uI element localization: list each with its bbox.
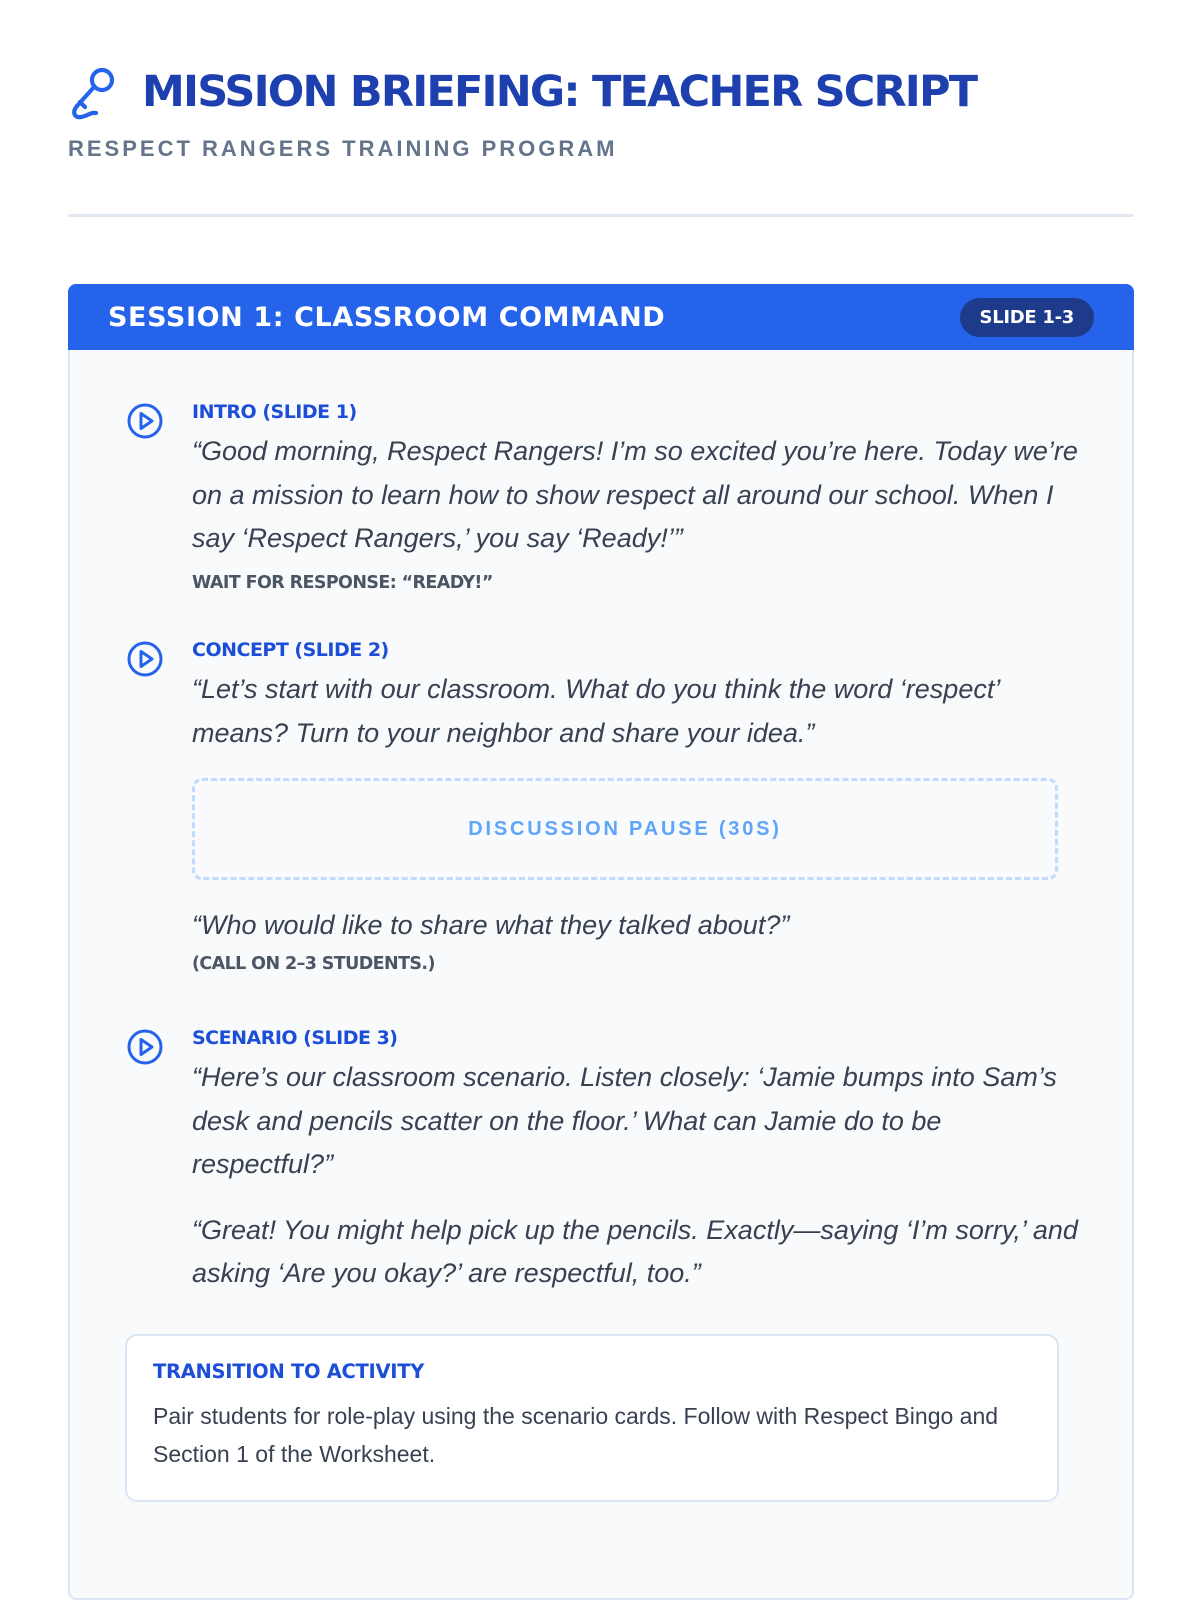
script-quote: “Here’s our classroom scenario. Listen closely: ‘Jamie bumps into Sam’s desk and pencils scatter on the floor.’ What can Jamie do to be respectful?” bbox=[192, 1062, 1057, 1179]
script-quote: “Good morning, Respect Rangers! I’m so excited you’re here. Today we’re on a mission to learn how to show respect all around our school. When I say ‘Respect Rangers,’ you say ‘Ready!’” bbox=[192, 436, 1078, 553]
script-quote-followup: “Who would like to share what they talked about?” bbox=[192, 910, 790, 940]
section-scenario-body bbox=[192, 1024, 1082, 1296]
session-header bbox=[68, 284, 1134, 350]
page-header bbox=[68, 62, 1132, 162]
pause-label: DISCUSSION PAUSE (30S) bbox=[468, 817, 782, 840]
page-subtitle: RESPECT RANGERS TRAINING PROGRAM bbox=[68, 136, 618, 161]
section-concept bbox=[126, 636, 1086, 986]
page-title: MISSION BRIEFING: TEACHER SCRIPT bbox=[142, 67, 977, 117]
transition-label: TRANSITION TO ACTIVITY bbox=[153, 1360, 425, 1383]
title-row bbox=[68, 62, 1132, 122]
transition-text: Pair students for role-play using the scenario cards. Follow with Respect Bingo and Section 1 of the Worksheet. bbox=[153, 1403, 999, 1467]
section-intro bbox=[126, 398, 1086, 598]
stage-cue: WAIT FOR RESPONSE: “READY!” bbox=[192, 572, 493, 593]
header-divider bbox=[68, 214, 1134, 217]
section-label: CONCEPT (SLIDE 2) bbox=[192, 639, 389, 661]
discussion-pause-box bbox=[192, 778, 1058, 880]
section-scenario bbox=[126, 1024, 1086, 1304]
section-concept-body bbox=[192, 636, 1082, 986]
section-label: SCENARIO (SLIDE 3) bbox=[192, 1027, 398, 1049]
session-card bbox=[68, 284, 1134, 1600]
session-title: SESSION 1: CLASSROOM COMMAND bbox=[108, 301, 666, 333]
section-intro-body bbox=[192, 398, 1082, 593]
script-quote: “Let’s start with our classroom. What do you think the word ‘respect’ means? Turn to your neighbor and share your idea.” bbox=[192, 674, 999, 748]
microphone-icon bbox=[68, 62, 120, 122]
stage-cue: (CALL ON 2–3 STUDENTS.) bbox=[192, 954, 435, 974]
play-circle-icon[interactable] bbox=[126, 640, 164, 678]
script-quote-followup: “Great! You might help pick up the pencils. Exactly—saying ‘I’m sorry,’ and asking ‘Are you okay?’ are respectful, too.” bbox=[192, 1214, 1078, 1288]
play-circle-icon[interactable] bbox=[126, 1028, 164, 1066]
slide-badge: SLIDE 1-3 bbox=[960, 298, 1094, 337]
section-label: INTRO (SLIDE 1) bbox=[192, 401, 357, 423]
transition-box bbox=[125, 1334, 1059, 1502]
play-circle-icon[interactable] bbox=[126, 402, 164, 440]
